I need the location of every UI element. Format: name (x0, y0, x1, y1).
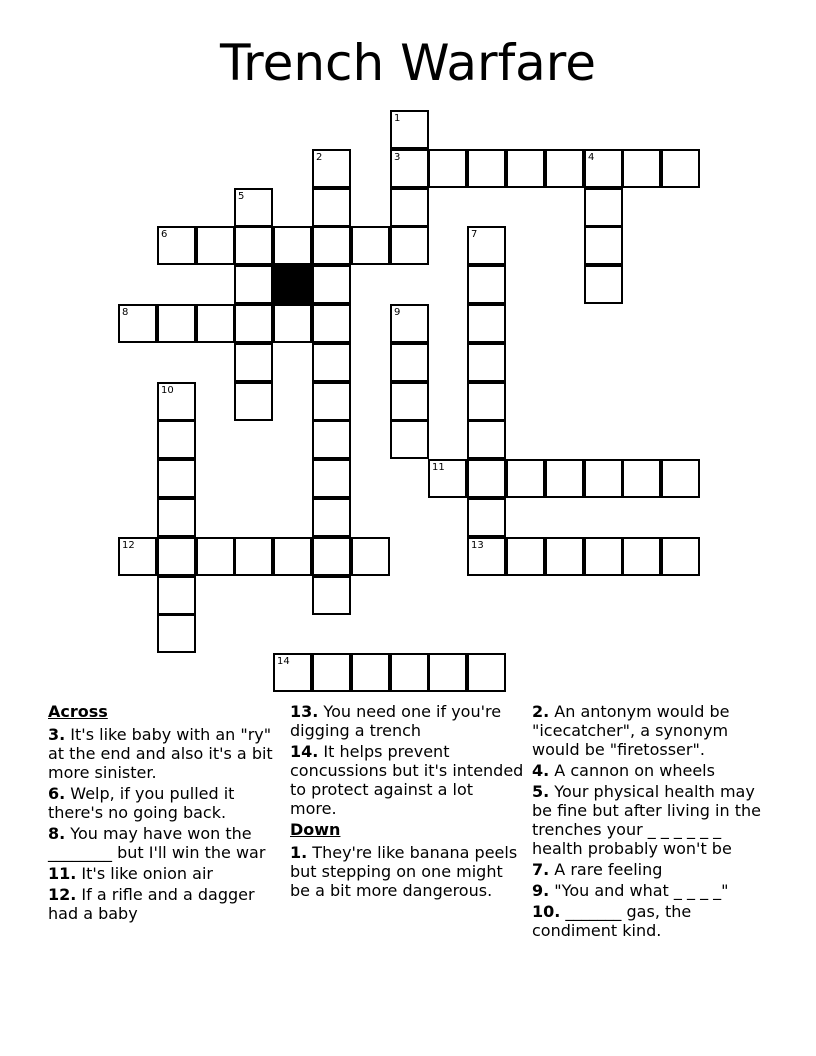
clue-item (532, 761, 768, 780)
grid-cell[interactable] (312, 498, 351, 537)
grid-cell[interactable] (118, 537, 157, 576)
grid-cell[interactable] (312, 420, 351, 459)
clue-text: It's like baby with an "ry" at the end and also it's a bit more sinister. (48, 725, 273, 782)
grid-cell[interactable] (312, 304, 351, 343)
grid-cell[interactable] (506, 537, 545, 576)
down-heading: Down (290, 820, 341, 839)
clue-number-label: 13. (290, 702, 319, 721)
grid-cell[interactable] (390, 343, 429, 382)
grid-cell[interactable] (312, 653, 351, 692)
grid-cell[interactable] (661, 149, 700, 188)
grid-cell[interactable] (157, 498, 196, 537)
grid-cell[interactable] (584, 149, 623, 188)
grid-cell[interactable] (234, 343, 273, 382)
grid-cell[interactable] (545, 149, 584, 188)
grid-cell[interactable] (390, 226, 429, 265)
clue-number-label: 3. (48, 725, 66, 744)
grid-cell[interactable] (467, 382, 506, 421)
grid-cell[interactable] (661, 459, 700, 498)
grid-cell[interactable] (390, 110, 429, 149)
grid-cell[interactable] (467, 420, 506, 459)
clue-number-label: 11. (48, 864, 77, 883)
grid-cell[interactable] (157, 614, 196, 653)
grid-cell[interactable] (584, 537, 623, 576)
clue-item (48, 824, 280, 862)
grid-cell[interactable] (157, 382, 196, 421)
clue-text: Your physical health may be fine but after living in the trenches your _ _ _ _ _ _ health probably won't be (532, 782, 761, 858)
grid-cell[interactable] (584, 226, 623, 265)
clue-number-label: 6. (48, 784, 66, 803)
grid-cell[interactable] (312, 265, 351, 304)
clue-number: 8 (122, 307, 129, 318)
grid-cell[interactable] (545, 537, 584, 576)
clue-number: 9 (394, 307, 401, 318)
grid-cell[interactable] (157, 420, 196, 459)
grid-cell[interactable] (467, 343, 506, 382)
grid-cell[interactable] (467, 304, 506, 343)
grid-cell[interactable] (467, 537, 506, 576)
grid-cell[interactable] (234, 537, 273, 576)
clue-text: It's like onion air (76, 864, 213, 883)
clue-text: You may have won the ________ but I'll win the war (48, 824, 266, 862)
clue-number: 6 (161, 229, 168, 240)
clue-item (48, 784, 280, 822)
grid-cell[interactable] (390, 149, 429, 188)
clue-item (290, 742, 524, 818)
grid-cell[interactable] (428, 459, 467, 498)
clue-number: 11 (432, 462, 445, 473)
clue-text: They're like banana peels but stepping on one might be a bit more dangerous. (290, 843, 518, 900)
clue-number-label: 8. (48, 824, 66, 843)
clue-column-3 (532, 702, 768, 942)
clue-number-label: 5. (532, 782, 550, 801)
grid-cell[interactable] (661, 537, 700, 576)
grid-cell[interactable] (312, 343, 351, 382)
grid-cell[interactable] (467, 653, 506, 692)
clue-number-label: 10. (532, 902, 561, 921)
clue-text: _______ gas, the condiment kind. (532, 902, 692, 940)
grid-cell[interactable] (273, 304, 312, 343)
grid-cell[interactable] (273, 537, 312, 576)
clue-item (48, 864, 280, 883)
clue-text: A rare feeling (549, 860, 663, 879)
clue-column-2 (290, 702, 524, 902)
grid-cell[interactable] (467, 265, 506, 304)
grid-cell[interactable] (390, 188, 429, 227)
grid-cell[interactable] (467, 149, 506, 188)
grid-cell[interactable] (234, 188, 273, 227)
grid-cell[interactable] (157, 226, 196, 265)
clue-number-label: 1. (290, 843, 308, 862)
grid-cell[interactable] (467, 226, 506, 265)
clue-number-label: 7. (532, 860, 550, 879)
clue-item (532, 702, 768, 759)
grid-cell[interactable] (390, 653, 429, 692)
clue-number-label: 14. (290, 742, 319, 761)
grid-cell[interactable] (622, 149, 661, 188)
clue-number: 14 (277, 656, 290, 667)
clue-number-label: 2. (532, 702, 550, 721)
clue-text: It helps prevent concussions but it's intended to protect against a lot more. (290, 742, 524, 818)
grid-cell[interactable] (312, 149, 351, 188)
clue-number: 2 (316, 152, 323, 163)
grid-cell[interactable] (506, 459, 545, 498)
clue-number: 1 (394, 113, 401, 124)
grid-cell[interactable] (157, 576, 196, 615)
clue-item (532, 782, 768, 858)
clue-number: 3 (394, 152, 401, 163)
grid-cell[interactable] (273, 653, 312, 692)
grid-cell[interactable] (234, 226, 273, 265)
grid-cell[interactable] (545, 459, 584, 498)
grid-cell[interactable] (234, 382, 273, 421)
grid-cell[interactable] (428, 149, 467, 188)
clue-list (290, 702, 524, 818)
grid-cell[interactable] (428, 653, 467, 692)
clue-number: 13 (471, 540, 484, 551)
clue-number-label: 4. (532, 761, 550, 780)
clue-number: 7 (471, 229, 478, 240)
clue-item (48, 885, 280, 923)
clue-item (290, 843, 524, 900)
grid-cell[interactable] (157, 304, 196, 343)
grid-cell[interactable] (312, 188, 351, 227)
clue-text: Welp, if you pulled it there's no going back. (48, 784, 235, 822)
grid-cell[interactable] (273, 226, 312, 265)
black-square (273, 265, 312, 304)
grid-cell[interactable] (312, 459, 351, 498)
clue-text: An antonym would be "icecatcher", a synonym would be "firetosser". (532, 702, 730, 759)
grid-cell[interactable] (390, 304, 429, 343)
clue-number-label: 9. (532, 881, 550, 900)
clue-text: You need one if you're digging a trench (290, 702, 502, 740)
grid-cell[interactable] (234, 304, 273, 343)
clue-item (532, 860, 768, 879)
grid-cell[interactable] (234, 265, 273, 304)
grid-cell[interactable] (157, 537, 196, 576)
clue-item (290, 702, 524, 740)
grid-cell[interactable] (506, 149, 545, 188)
clue-item (48, 725, 280, 782)
grid-cell[interactable] (312, 576, 351, 615)
clue-number: 12 (122, 540, 135, 551)
grid-cell[interactable] (584, 265, 623, 304)
grid-cell[interactable] (312, 537, 351, 576)
clue-item (532, 902, 768, 940)
clue-number: 4 (588, 152, 595, 163)
grid-cell[interactable] (196, 304, 235, 343)
grid-cell[interactable] (622, 537, 661, 576)
grid-cell[interactable] (467, 459, 506, 498)
grid-cell[interactable] (312, 382, 351, 421)
clue-list (48, 725, 280, 923)
grid-cell[interactable] (196, 537, 235, 576)
grid-cell[interactable] (351, 537, 390, 576)
grid-cell[interactable] (584, 459, 623, 498)
grid-cell[interactable] (390, 420, 429, 459)
puzzle-title: Trench Warfare (219, 34, 597, 92)
grid-cell[interactable] (351, 653, 390, 692)
grid-cell[interactable] (467, 498, 506, 537)
clue-number: 10 (161, 385, 174, 396)
across-heading: Across (48, 702, 108, 721)
grid-cell[interactable] (312, 226, 351, 265)
clue-text: A cannon on wheels (549, 761, 715, 780)
clue-list (290, 843, 524, 900)
clue-number-label: 12. (48, 885, 77, 904)
clue-text: If a rifle and a dagger had a baby (48, 885, 255, 923)
clue-column-1 (48, 702, 280, 925)
grid-cell[interactable] (157, 459, 196, 498)
clue-text: "You and what _ _ _ _" (549, 881, 729, 900)
grid-cell[interactable] (584, 188, 623, 227)
grid-cell[interactable] (622, 459, 661, 498)
clue-item (532, 881, 768, 900)
clue-number: 5 (238, 191, 245, 202)
grid-cell[interactable] (390, 382, 429, 421)
grid-cell[interactable] (351, 226, 390, 265)
grid-cell[interactable] (118, 304, 157, 343)
grid-cell[interactable] (196, 226, 235, 265)
clue-list (532, 702, 768, 940)
